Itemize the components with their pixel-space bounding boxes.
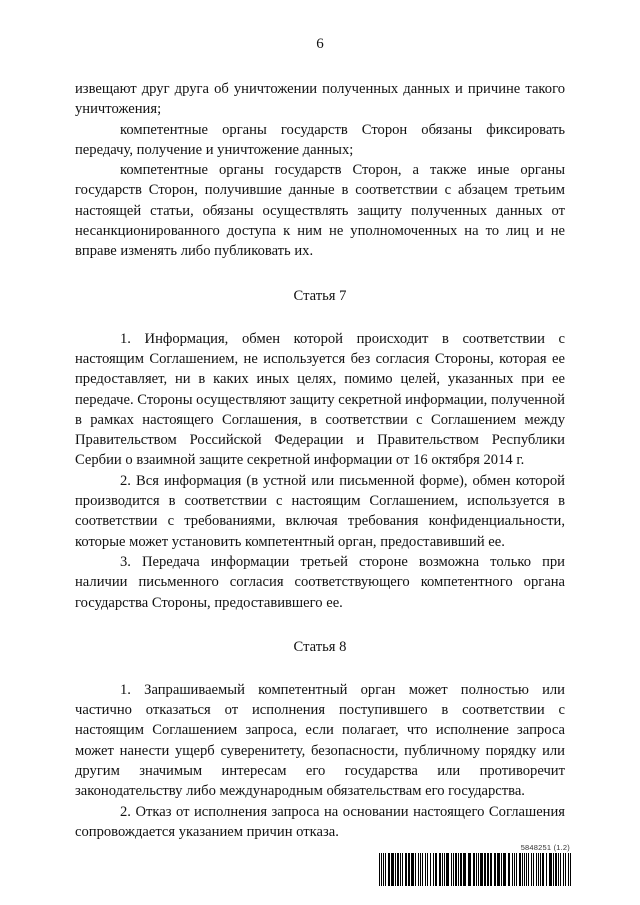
- article-8-clause-1: 1. Запрашиваемый компетентный орган может полностью или частично отказаться от исполнения поступившего в соответствии с настоящим Соглашением запроса, если полагает, что исполнение запроса может нанести ущерб суверенитету, безопасности, публичному порядку или другим значимым интересам его государства или противоречит законодательству либо международным обязательствам его государства.: [75, 681, 565, 800]
- paragraph: компетентные органы государств Сторон обязаны фиксировать передачу, получение и уничтожение данных;: [75, 121, 565, 158]
- barcode-icon: [379, 853, 571, 886]
- article-8-clause-2: 2. Отказ от исполнения запроса на основании настоящего Соглашения сопровождается указанием причин отказа.: [75, 803, 565, 840]
- article-7-clause-1: 1. Информация, обмен которой происходит в соответствии с настоящим Соглашением, не используется без согласия Стороны, которая ее предоставляет, ни в каких иных целях, помимо целей, указанных при ее передаче. Стороны осуществляют защиту секретной информации, полученной в рамках настоящего Соглашения, в соответствии с Соглашением между Правительством Российской Федерации и Правительством Республики Сербии о взаимной защите секретной информации от 16 октября 2014 г.: [75, 330, 565, 469]
- document-code: 5848251 (1.2): [520, 843, 570, 852]
- paragraph: компетентные органы государств Сторон, а также иные органы государств Сторон, получившие данные в соответствии с абзацем третьим настоящей статьи, обязаны осуществлять защиту полученных данных от несанкционированного доступа к ним не уполномоченных на то лиц и не вправе изменять либо публиковать их.: [75, 162, 565, 260]
- article-heading-8: Статья 8: [293, 638, 347, 655]
- document-body: [75, 79, 565, 842]
- page-number: 6: [316, 36, 324, 52]
- article-7-clause-3: 3. Передача информации третьей стороне возможна только при наличии письменного согласия соответствующего компетентного органа государства Стороны, предоставившего ее.: [75, 553, 565, 611]
- article-7-clause-2: 2. Вся информация (в устной или письменной форме), обмен которой производится в соответствии с настоящим Соглашением, используется в соответствии с требованиями, включая требования конфиденциальности, которые может установить компетентный орган, предоставивший ее.: [75, 472, 565, 550]
- article-heading-7: Статья 7: [293, 287, 347, 304]
- paragraph-continuation: извещают друг друга об уничтожении полученных данных и причине такого уничтожения;: [75, 81, 565, 118]
